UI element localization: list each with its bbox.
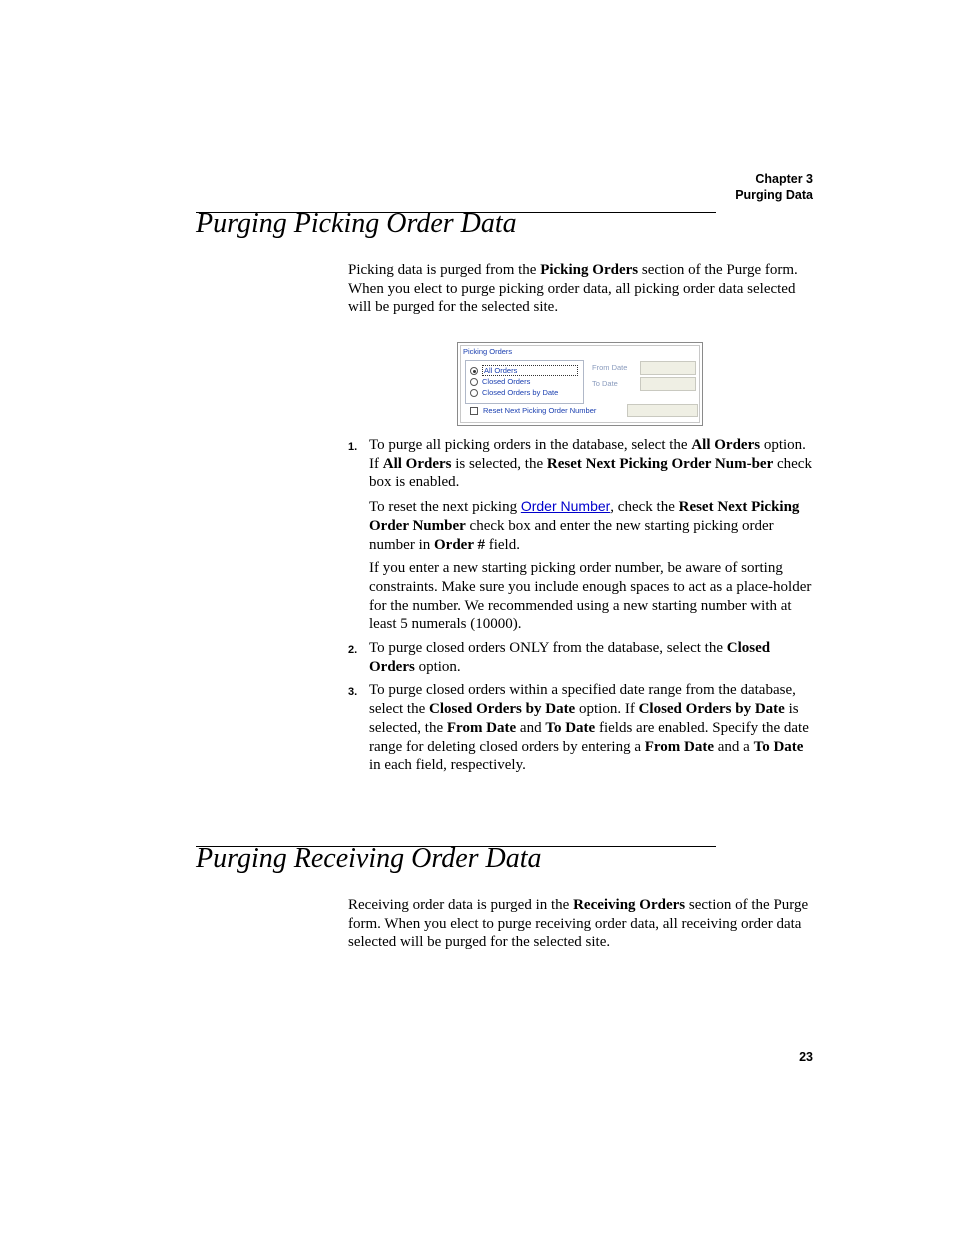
- checkbox-label: Reset Next Picking Order Number: [483, 406, 597, 415]
- step-number: 1.: [348, 441, 358, 453]
- from-date-input[interactable]: [640, 361, 696, 375]
- steps-list: [348, 436, 816, 780]
- list-item: [348, 681, 816, 775]
- section-title: Purging Receiving Order Data: [196, 843, 542, 874]
- intro-paragraph: Picking data is purged from the Picking Orders section of the Purge form. When you elect to purge picking order data, all picking order data selected will be purged for the selected site.: [348, 262, 798, 316]
- radio-icon[interactable]: [470, 378, 478, 386]
- step-paragraph: To purge closed orders ONLY from the database, select the Closed Orders option.: [369, 640, 771, 675]
- step-paragraph: To purge all picking orders in the database, select the All Orders option. If All Orders is selected, the Reset Next Picking Order Num-ber check box is enabled.: [369, 437, 812, 491]
- radio-closed-orders-by-date[interactable]: [470, 387, 558, 398]
- to-date-label: To Date: [592, 379, 618, 388]
- page-number: 23: [799, 1050, 813, 1064]
- to-date-input[interactable]: [640, 377, 696, 391]
- running-header: [735, 171, 813, 203]
- panel-frame: [460, 345, 700, 423]
- radio-closed-orders[interactable]: [470, 376, 530, 387]
- order-number-input[interactable]: [627, 404, 698, 417]
- checkbox-icon[interactable]: [470, 407, 478, 415]
- picking-orders-panel: [457, 342, 703, 426]
- section-intro: [348, 261, 816, 317]
- radio-selected-icon[interactable]: [470, 367, 478, 375]
- panel-title: Picking Orders: [463, 347, 513, 356]
- reset-order-number-checkbox-row[interactable]: [470, 405, 596, 416]
- radio-label: All Orders: [482, 365, 578, 376]
- step-number: 3.: [348, 686, 358, 699]
- chapter-label: Chapter 3: [755, 172, 813, 186]
- from-date-label: From Date: [592, 363, 628, 372]
- order-type-radio-group: [465, 360, 584, 404]
- radio-label: Closed Orders by Date: [482, 388, 559, 397]
- step-paragraph: If you enter a new starting picking order number, be aware of sorting constraints. Make sure you include enough spaces to act as a place-holder for the number. We recommended using a new starting number with at least 5 numerals (10000).: [369, 560, 812, 633]
- radio-label: Closed Orders: [482, 377, 531, 386]
- section-intro: [348, 896, 816, 952]
- list-item: [348, 639, 816, 676]
- step-paragraph: To purge closed orders within a specified date range from the database, select the Closed Orders by Date option. If Closed Orders by Date is selected, the From Date and To Date fields are enabled. Specify the date range for deleting closed orders by entering a From Date and a To Date in each field, respectively.: [369, 682, 809, 774]
- section-label: Purging Data: [735, 188, 813, 202]
- order-number-link[interactable]: Order Number: [520, 498, 611, 515]
- step-number: 2.: [348, 644, 358, 657]
- radio-icon[interactable]: [470, 389, 478, 397]
- step-paragraph: To reset the next picking Order Number, check the Reset Next Picking Order Number check box and enter the new starting picking order number in Order # field.: [369, 498, 800, 553]
- radio-all-orders[interactable]: [470, 365, 578, 376]
- section-title: Purging Picking Order Data: [196, 208, 517, 239]
- intro-paragraph: Receiving order data is purged in the Receiving Orders section of the Purge form. When you elect to purge receiving order data, all receiving order data selected will be purged for the selected site.: [348, 897, 809, 951]
- list-item: [348, 436, 816, 634]
